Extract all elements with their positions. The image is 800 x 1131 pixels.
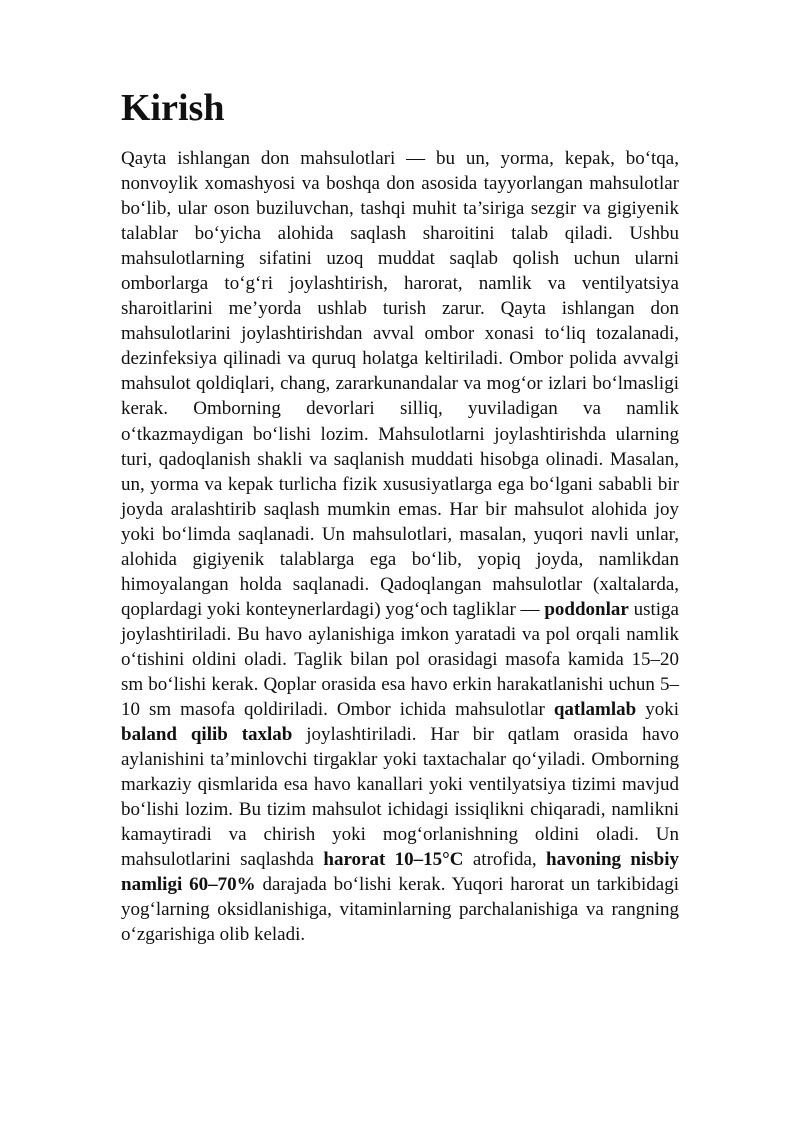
bold-term: poddonlar <box>544 598 629 620</box>
paragraph-text: Qayta ishlangan don mahsulotlari — bu un, yorma, kepak, bo‘tqa, nonvoylik xomashyosi va boshqa don asosida tayyorlangan mahsulotlar bo‘lib, ular oson buziluvchan, tashqi muhit ta’siriga sezgir va gigiyenik talablar bo‘yicha alohida saqlash sharoitini talab qiladi. Ushbu mahsulotlarning sifatini uzoq muddat saqlab qolish uchun ularni omborlarga to‘g‘ri joylashtirish, harorat, namlik va ventilyatsiya sharoitlarini me’yorda ushlab turish zarur. Qayta ishlangan don mahsulotlarini joylashtirishdan avval ombor xonasi to‘liq tozalanadi, dezinfeksiya qilinadi va quruq holatga keltiriladi. Ombor polida avvalgi mahsulot qoldiqlari, chang, zararkunandalar va mog‘or izlari bo‘lmasligi kerak. Omborning devorlari silliq, yuviladigan va namlik o‘tkazmaydigan bo‘lishi lozim. Mahsulotlarni joylashtirishda ularning turi, qadoqlanish shakli va saqlanish muddati hisobga olinadi. Masalan, un, yorma va kepak turlicha fizik xususiyatlarga ega bo‘lgani sababli bir joyda aralashtirib saqlash mumkin emas. Har bir mahsulot alohida joy yoki bo‘limda saqlanadi. Un mahsulotlari, masalan, yuqori navli unlar, alohida gigiyenik talablarga ega bo‘lib, yopiq joyda, namlikdan himoyalangan holda saqlanadi. Qadoqlangan mahsulotlar (xaltalarda, qoplardagi yoki konteynerlardagi) yog‘och tagliklar — <box>121 148 679 620</box>
document-page <box>121 87 680 948</box>
bold-term: qatlamlab <box>553 699 637 721</box>
bold-term: harorat 10–15°C <box>323 849 464 871</box>
bold-term: havoning nisbiy namligi 60–70% <box>121 849 679 896</box>
paragraph-text: darajada bo‘lishi kerak. Yuqori harorat un tarkibidagi yog‘larning oksidlanishiga, vitaminlarning parchalanishiga va rangning o‘zgarishiga olib keladi. <box>121 874 680 946</box>
paragraph-text: yoki <box>636 699 679 721</box>
paragraph-text: atrofida, <box>463 849 547 871</box>
section-title: Kirish <box>121 87 225 129</box>
bold-term: baland qilib taxlab <box>121 724 293 746</box>
paragraph-text: ustiga joylashtiriladi. Bu havo aylanishiga imkon yaratadi va pol orqali namlik o‘tishini oldini oladi. Taglik bilan pol orasidagi masofa kamida 15–20 sm bo‘lishi kerak. Qoplar orasida esa havo erkin harakatlanishi uchun 5–10 sm masofa qoldiriladi. Ombor ichida mahsulotlar <box>121 598 679 721</box>
paragraph-text: joylashtiriladi. Har bir qatlam orasida havo aylanishini ta’minlovchi tirgaklar yoki taxtachalar qo‘yiladi. Omborning markaziy qismlarida esa havo kanallari yoki ventilyatsiya tizimi mavjud bo‘lishi lozim. Bu tizim mahsulot ichidagi issiqlikni chiqaradi, namlikni kamaytiradi va chirish yoki mog‘orlanishning oldini oladi. Un mahsulotlarini saqlashda <box>121 724 679 871</box>
body-paragraph <box>121 146 679 948</box>
